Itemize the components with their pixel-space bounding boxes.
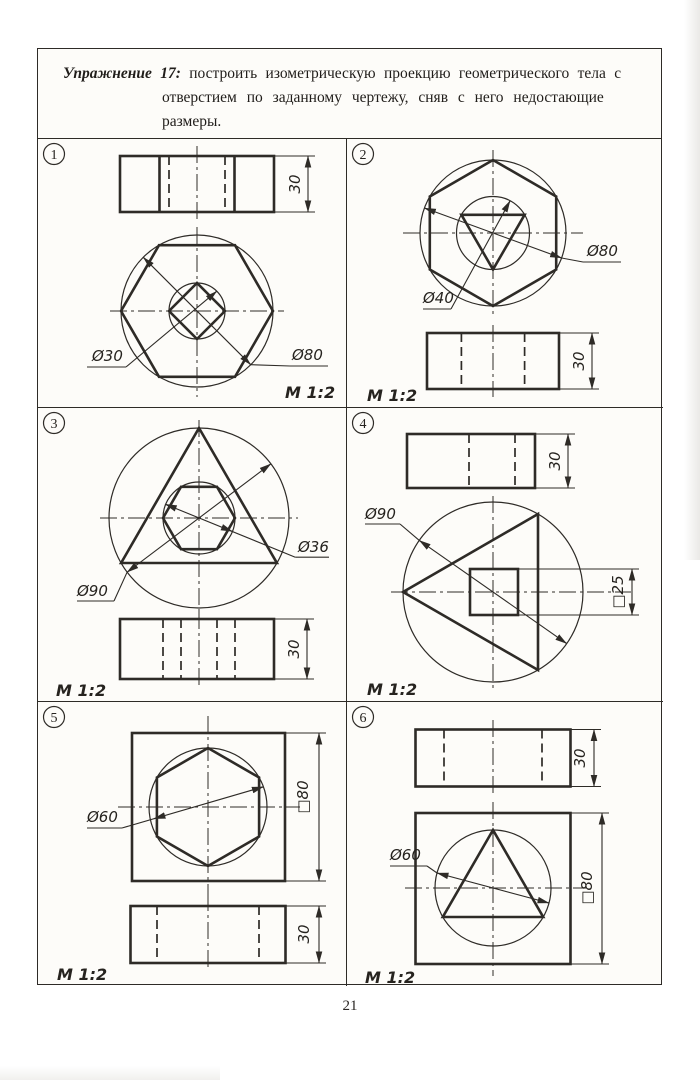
dimension-outer: Ø80 [292,346,323,364]
scale-label: M 1:2 [57,965,108,984]
exercise-text-line1: построить изометрическую проекцию геометрического тела с [189,65,622,82]
scale-label: M 1:2 [367,680,418,699]
dimension-hole: □25 [609,575,627,609]
panel-number: 3 [50,417,58,432]
dimension-outer: □80 [294,780,312,814]
scale-label: M 1:2 [285,383,336,402]
dimension-outer: □80 [578,871,596,905]
dimension-hole: Ø30 [92,347,123,365]
exercise-sheet [37,48,662,985]
scan-artifact-right [684,0,700,560]
drawing-triangle-prism-square-hole [347,408,663,702]
scale-label: M 1:2 [365,968,416,986]
panel-2 [347,139,663,408]
panel-6 [347,702,663,986]
scale-label: M 1:2 [367,386,418,405]
panel-3 [38,408,347,702]
dimension-outer: Ø90 [77,582,108,600]
dimension-height: 30 [571,748,589,768]
dimension-height: 30 [285,639,303,659]
drawing-square-prism-hex-hole [38,702,347,986]
panel-5 [38,702,347,986]
drawing-triangle-prism-hex-hole [38,408,347,702]
panel-number: 4 [359,417,367,432]
exercise-title: Упражнение 17: [63,65,181,82]
dimension-outer: Ø80 [587,242,618,260]
panel-4 [347,408,663,702]
exercise-text-line2: отверстием по заданному чертежу, сняв с него недостающие [162,89,604,106]
panel-number: 5 [50,711,58,726]
scan-artifact-bottom [0,1066,220,1080]
drawing-hex-prism-triangle-hole [347,139,663,408]
dimension-height: 30 [546,451,564,471]
panel-grid [38,139,661,986]
drawing-square-prism-triangle-hole [347,702,663,986]
panel-number: 1 [50,148,58,163]
dimension-height: 30 [570,351,588,371]
exercise-header [38,49,661,139]
panel-number: 6 [359,711,367,726]
dimension-height: 30 [295,924,313,944]
dimension-outer: Ø90 [365,505,396,523]
scale-label: M 1:2 [56,681,107,700]
page-number: 21 [342,998,358,1014]
dimension-hole: Ø40 [423,289,454,307]
dimension-height: 30 [286,174,304,194]
panel-number: 2 [359,148,367,163]
exercise-text-line3: размеры. [162,113,222,130]
drawing-hex-prism-square-hole [38,139,347,408]
dimension-hole: Ø60 [87,808,118,826]
panel-1 [38,139,347,408]
dimension-hole: Ø60 [390,846,421,864]
dimension-hole: Ø36 [298,538,329,556]
